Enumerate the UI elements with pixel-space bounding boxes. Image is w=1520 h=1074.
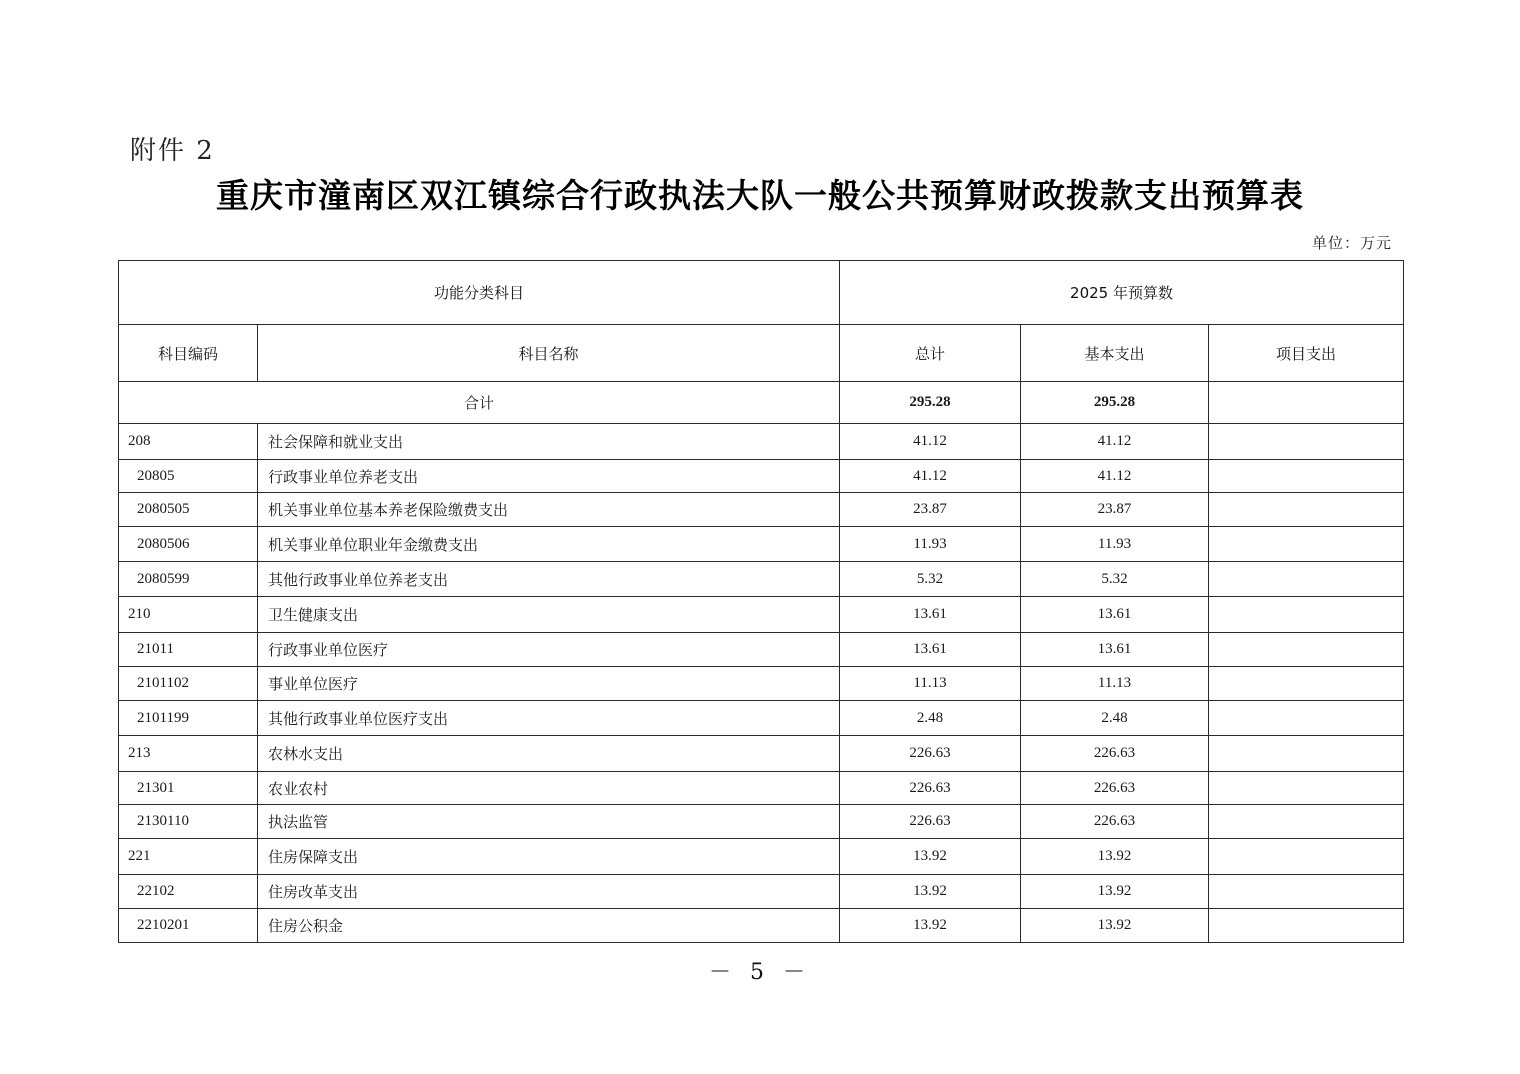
- row-project: [1209, 633, 1404, 667]
- table-row: [119, 562, 1404, 597]
- row-project: [1209, 460, 1404, 493]
- document-title: 重庆市潼南区双江镇综合行政执法大队一般公共预算财政拨款支出预算表: [216, 176, 1304, 215]
- table-row: [119, 909, 1404, 943]
- total-basic-amount: 295.28: [1021, 382, 1209, 424]
- column-header-row: [119, 325, 1404, 382]
- table-row: [119, 460, 1404, 493]
- row-name: 农林水支出: [258, 736, 840, 772]
- row-total: 11.93: [840, 527, 1021, 562]
- table-row: [119, 424, 1404, 460]
- table-row: [119, 667, 1404, 701]
- row-name: 其他行政事业单位养老支出: [258, 562, 840, 597]
- row-name: 行政事业单位养老支出: [258, 460, 840, 493]
- attachment-label: 附件 2: [130, 136, 215, 166]
- table-row: [119, 772, 1404, 805]
- name-column-header: 科目名称: [258, 325, 840, 382]
- row-code: 2080599: [119, 562, 258, 597]
- row-code: 221: [119, 839, 258, 875]
- row-name: 卫生健康支出: [258, 597, 840, 633]
- row-basic: 13.92: [1021, 839, 1209, 875]
- row-name: 机关事业单位基本养老保险缴费支出: [258, 493, 840, 527]
- page-number: － 5 －: [709, 960, 811, 985]
- row-code: 2080505: [119, 493, 258, 527]
- row-name: 住房保障支出: [258, 839, 840, 875]
- row-basic: 2.48: [1021, 701, 1209, 736]
- row-project: [1209, 562, 1404, 597]
- row-code: 2080506: [119, 527, 258, 562]
- row-total: 41.12: [840, 424, 1021, 460]
- table-row: [119, 805, 1404, 839]
- row-name: 住房公积金: [258, 909, 840, 943]
- row-basic: 23.87: [1021, 493, 1209, 527]
- row-code: 2130110: [119, 805, 258, 839]
- row-project: [1209, 805, 1404, 839]
- row-total: 13.92: [840, 909, 1021, 943]
- row-code: 2210201: [119, 909, 258, 943]
- row-total: 226.63: [840, 772, 1021, 805]
- row-name: 其他行政事业单位医疗支出: [258, 701, 840, 736]
- row-basic: 226.63: [1021, 736, 1209, 772]
- table-row: [119, 701, 1404, 736]
- row-basic: 41.12: [1021, 460, 1209, 493]
- row-code: 22102: [119, 875, 258, 909]
- budget-table: [118, 260, 1404, 943]
- row-basic: 226.63: [1021, 772, 1209, 805]
- basic-column-header: 基本支出: [1021, 325, 1209, 382]
- row-project: [1209, 736, 1404, 772]
- row-total: 2.48: [840, 701, 1021, 736]
- total-column-header: 总计: [840, 325, 1021, 382]
- row-total: 13.61: [840, 597, 1021, 633]
- row-project: [1209, 493, 1404, 527]
- row-total: 13.61: [840, 633, 1021, 667]
- table-row: [119, 736, 1404, 772]
- table-row: [119, 493, 1404, 527]
- row-name: 执法监管: [258, 805, 840, 839]
- total-row: [119, 382, 1404, 424]
- row-name: 机关事业单位职业年金缴费支出: [258, 527, 840, 562]
- row-code: 21011: [119, 633, 258, 667]
- row-basic: 5.32: [1021, 562, 1209, 597]
- budget-year-header: 2025 年预算数: [840, 261, 1404, 325]
- row-basic: 13.92: [1021, 875, 1209, 909]
- row-project: [1209, 839, 1404, 875]
- row-basic: 13.61: [1021, 597, 1209, 633]
- table-row: [119, 597, 1404, 633]
- row-total: 11.13: [840, 667, 1021, 701]
- row-project: [1209, 772, 1404, 805]
- row-code: 2101199: [119, 701, 258, 736]
- row-total: 226.63: [840, 736, 1021, 772]
- row-name: 住房改革支出: [258, 875, 840, 909]
- row-basic: 41.12: [1021, 424, 1209, 460]
- row-name: 社会保障和就业支出: [258, 424, 840, 460]
- row-basic: 13.92: [1021, 909, 1209, 943]
- code-column-header: 科目编码: [119, 325, 258, 382]
- row-total: 226.63: [840, 805, 1021, 839]
- row-name: 行政事业单位医疗: [258, 633, 840, 667]
- row-total: 13.92: [840, 875, 1021, 909]
- row-project: [1209, 424, 1404, 460]
- table-row: [119, 633, 1404, 667]
- row-project: [1209, 527, 1404, 562]
- row-code: 208: [119, 424, 258, 460]
- row-total: 13.92: [840, 839, 1021, 875]
- row-total: 23.87: [840, 493, 1021, 527]
- row-code: 21301: [119, 772, 258, 805]
- table-row: [119, 527, 1404, 562]
- row-code: 2101102: [119, 667, 258, 701]
- row-total: 5.32: [840, 562, 1021, 597]
- table-row: [119, 875, 1404, 909]
- row-code: 213: [119, 736, 258, 772]
- total-label: 合计: [119, 382, 840, 424]
- row-basic: 13.61: [1021, 633, 1209, 667]
- row-total: 41.12: [840, 460, 1021, 493]
- row-code: 210: [119, 597, 258, 633]
- row-project: [1209, 875, 1404, 909]
- row-project: [1209, 597, 1404, 633]
- table-row: [119, 839, 1404, 875]
- row-code: 20805: [119, 460, 258, 493]
- row-basic: 11.13: [1021, 667, 1209, 701]
- total-project-amount: [1209, 382, 1404, 424]
- row-project: [1209, 909, 1404, 943]
- row-basic: 11.93: [1021, 527, 1209, 562]
- row-project: [1209, 667, 1404, 701]
- classification-header: 功能分类科目: [119, 261, 840, 325]
- row-name: 农业农村: [258, 772, 840, 805]
- unit-label: 单位：万元: [1311, 234, 1392, 252]
- row-basic: 226.63: [1021, 805, 1209, 839]
- project-column-header: 项目支出: [1209, 325, 1404, 382]
- row-name: 事业单位医疗: [258, 667, 840, 701]
- group-header-row: [119, 261, 1404, 325]
- total-amount: 295.28: [840, 382, 1021, 424]
- row-project: [1209, 701, 1404, 736]
